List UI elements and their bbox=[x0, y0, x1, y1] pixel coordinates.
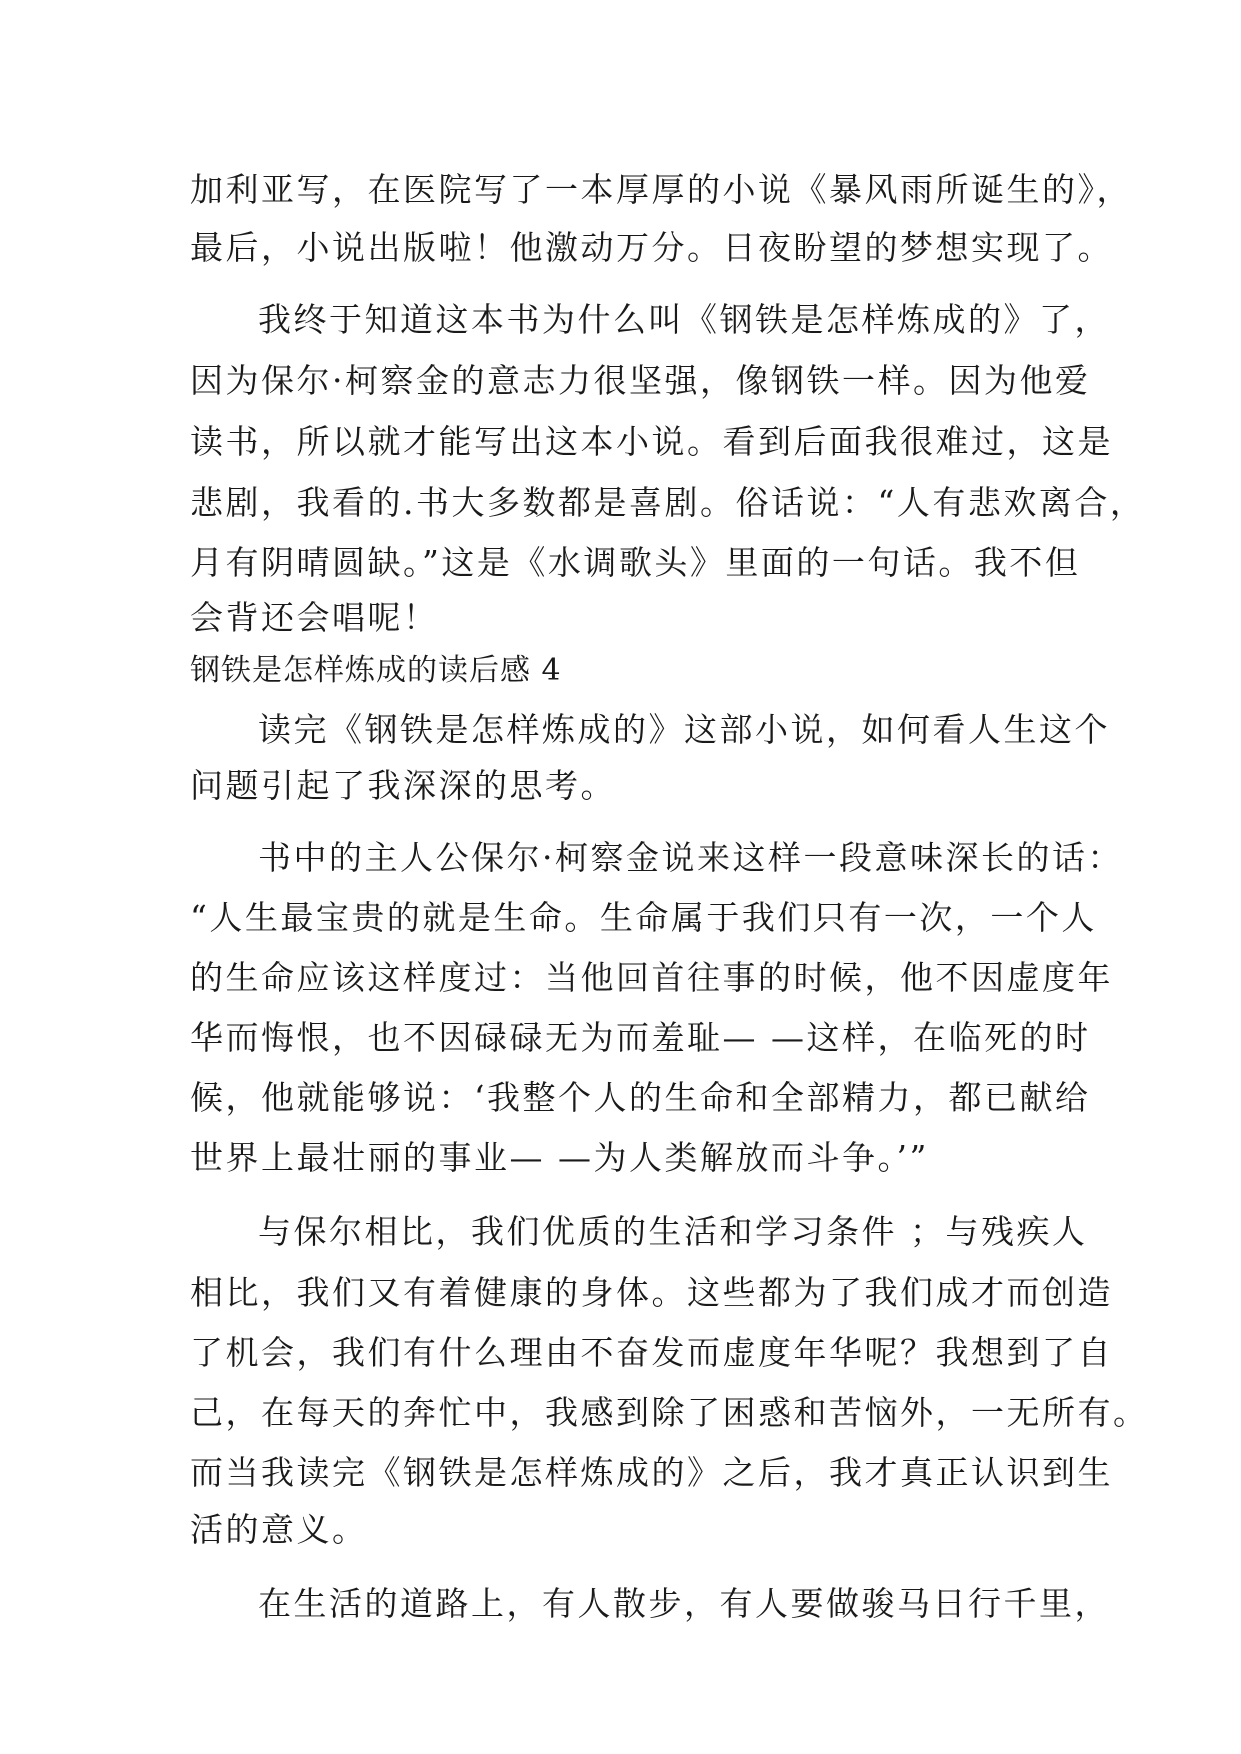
body-text-line: 相比，我们又有着健康的身体。这些都为了我们成才而创造 bbox=[190, 1273, 1113, 1312]
paragraph-start-line: 在生活的道路上，有人散步，有人要做骏马日行千里， bbox=[258, 1584, 1110, 1623]
body-text-line: 因为保尔·柯察金的意志力很坚强，像钢铁一样。因为他爱 bbox=[190, 361, 1091, 400]
body-text-line: 而当我读完《钢铁是怎样炼成的》之后，我才真正认识到生 bbox=[190, 1453, 1113, 1492]
body-text-line: “人生最宝贵的就是生命。生命属于我们只有一次，一个人 bbox=[190, 898, 1097, 937]
body-text-line: 读书，所以就才能写出这本小说。看到后面我很难过，这是 bbox=[190, 422, 1113, 461]
body-text-line: 加利亚写，在医院写了一本厚厚的小说《暴风雨所诞生的》， bbox=[190, 170, 1132, 209]
body-text-line: 华而悔恨，也不因碌碌无为而羞耻— —这样，在临死的时 bbox=[190, 1018, 1091, 1057]
body-text-line: 己，在每天的奔忙中，我感到除了困惑和苦恼外，一无所有。 bbox=[190, 1393, 1149, 1432]
body-text-line: 候，他就能够说：‘我整个人的生命和全部精力，都已献给 bbox=[190, 1078, 1091, 1117]
body-text-line: 问题引起了我深深的思考。 bbox=[190, 766, 616, 805]
body-text-line: 了机会，我们有什么理由不奋发而虚度年华呢？我想到了自 bbox=[190, 1333, 1113, 1372]
body-text-line: 月有阴晴圆缺。”这是《水调歌头》里面的一句话。我不但 bbox=[190, 543, 1081, 582]
paragraph-start-line: 读完《钢铁是怎样炼成的》这部小说，如何看人生这个 bbox=[258, 710, 1110, 749]
paragraph-start-line: 书中的主人公保尔·柯察金说来这样一段意味深长的话： bbox=[258, 838, 1123, 877]
body-text-line: 的生命应该这样度过：当他回首往事的时候，他不因虚度年 bbox=[190, 958, 1113, 997]
body-text-line: 最后，小说出版啦！他激动万分。日夜盼望的梦想实现了。 bbox=[190, 228, 1113, 267]
body-text-line: 世界上最壮丽的事业— —为人类解放而斗争。’” bbox=[190, 1138, 929, 1177]
body-text-line: 活的意义。 bbox=[190, 1510, 368, 1549]
paragraph-start-line: 我终于知道这本书为什么叫《钢铁是怎样炼成的》了， bbox=[258, 300, 1110, 339]
body-text-line: 会背还会唱呢！ bbox=[190, 598, 439, 637]
section-heading: 钢铁是怎样炼成的读后感 4 bbox=[190, 653, 562, 688]
body-text-line: 悲剧，我看的.书大多数都是喜剧。俗话说：“人有悲欢离合， bbox=[190, 483, 1146, 522]
paragraph-start-line: 与保尔相比，我们优质的生活和学习条件 ；与残疾人 bbox=[258, 1212, 1088, 1251]
